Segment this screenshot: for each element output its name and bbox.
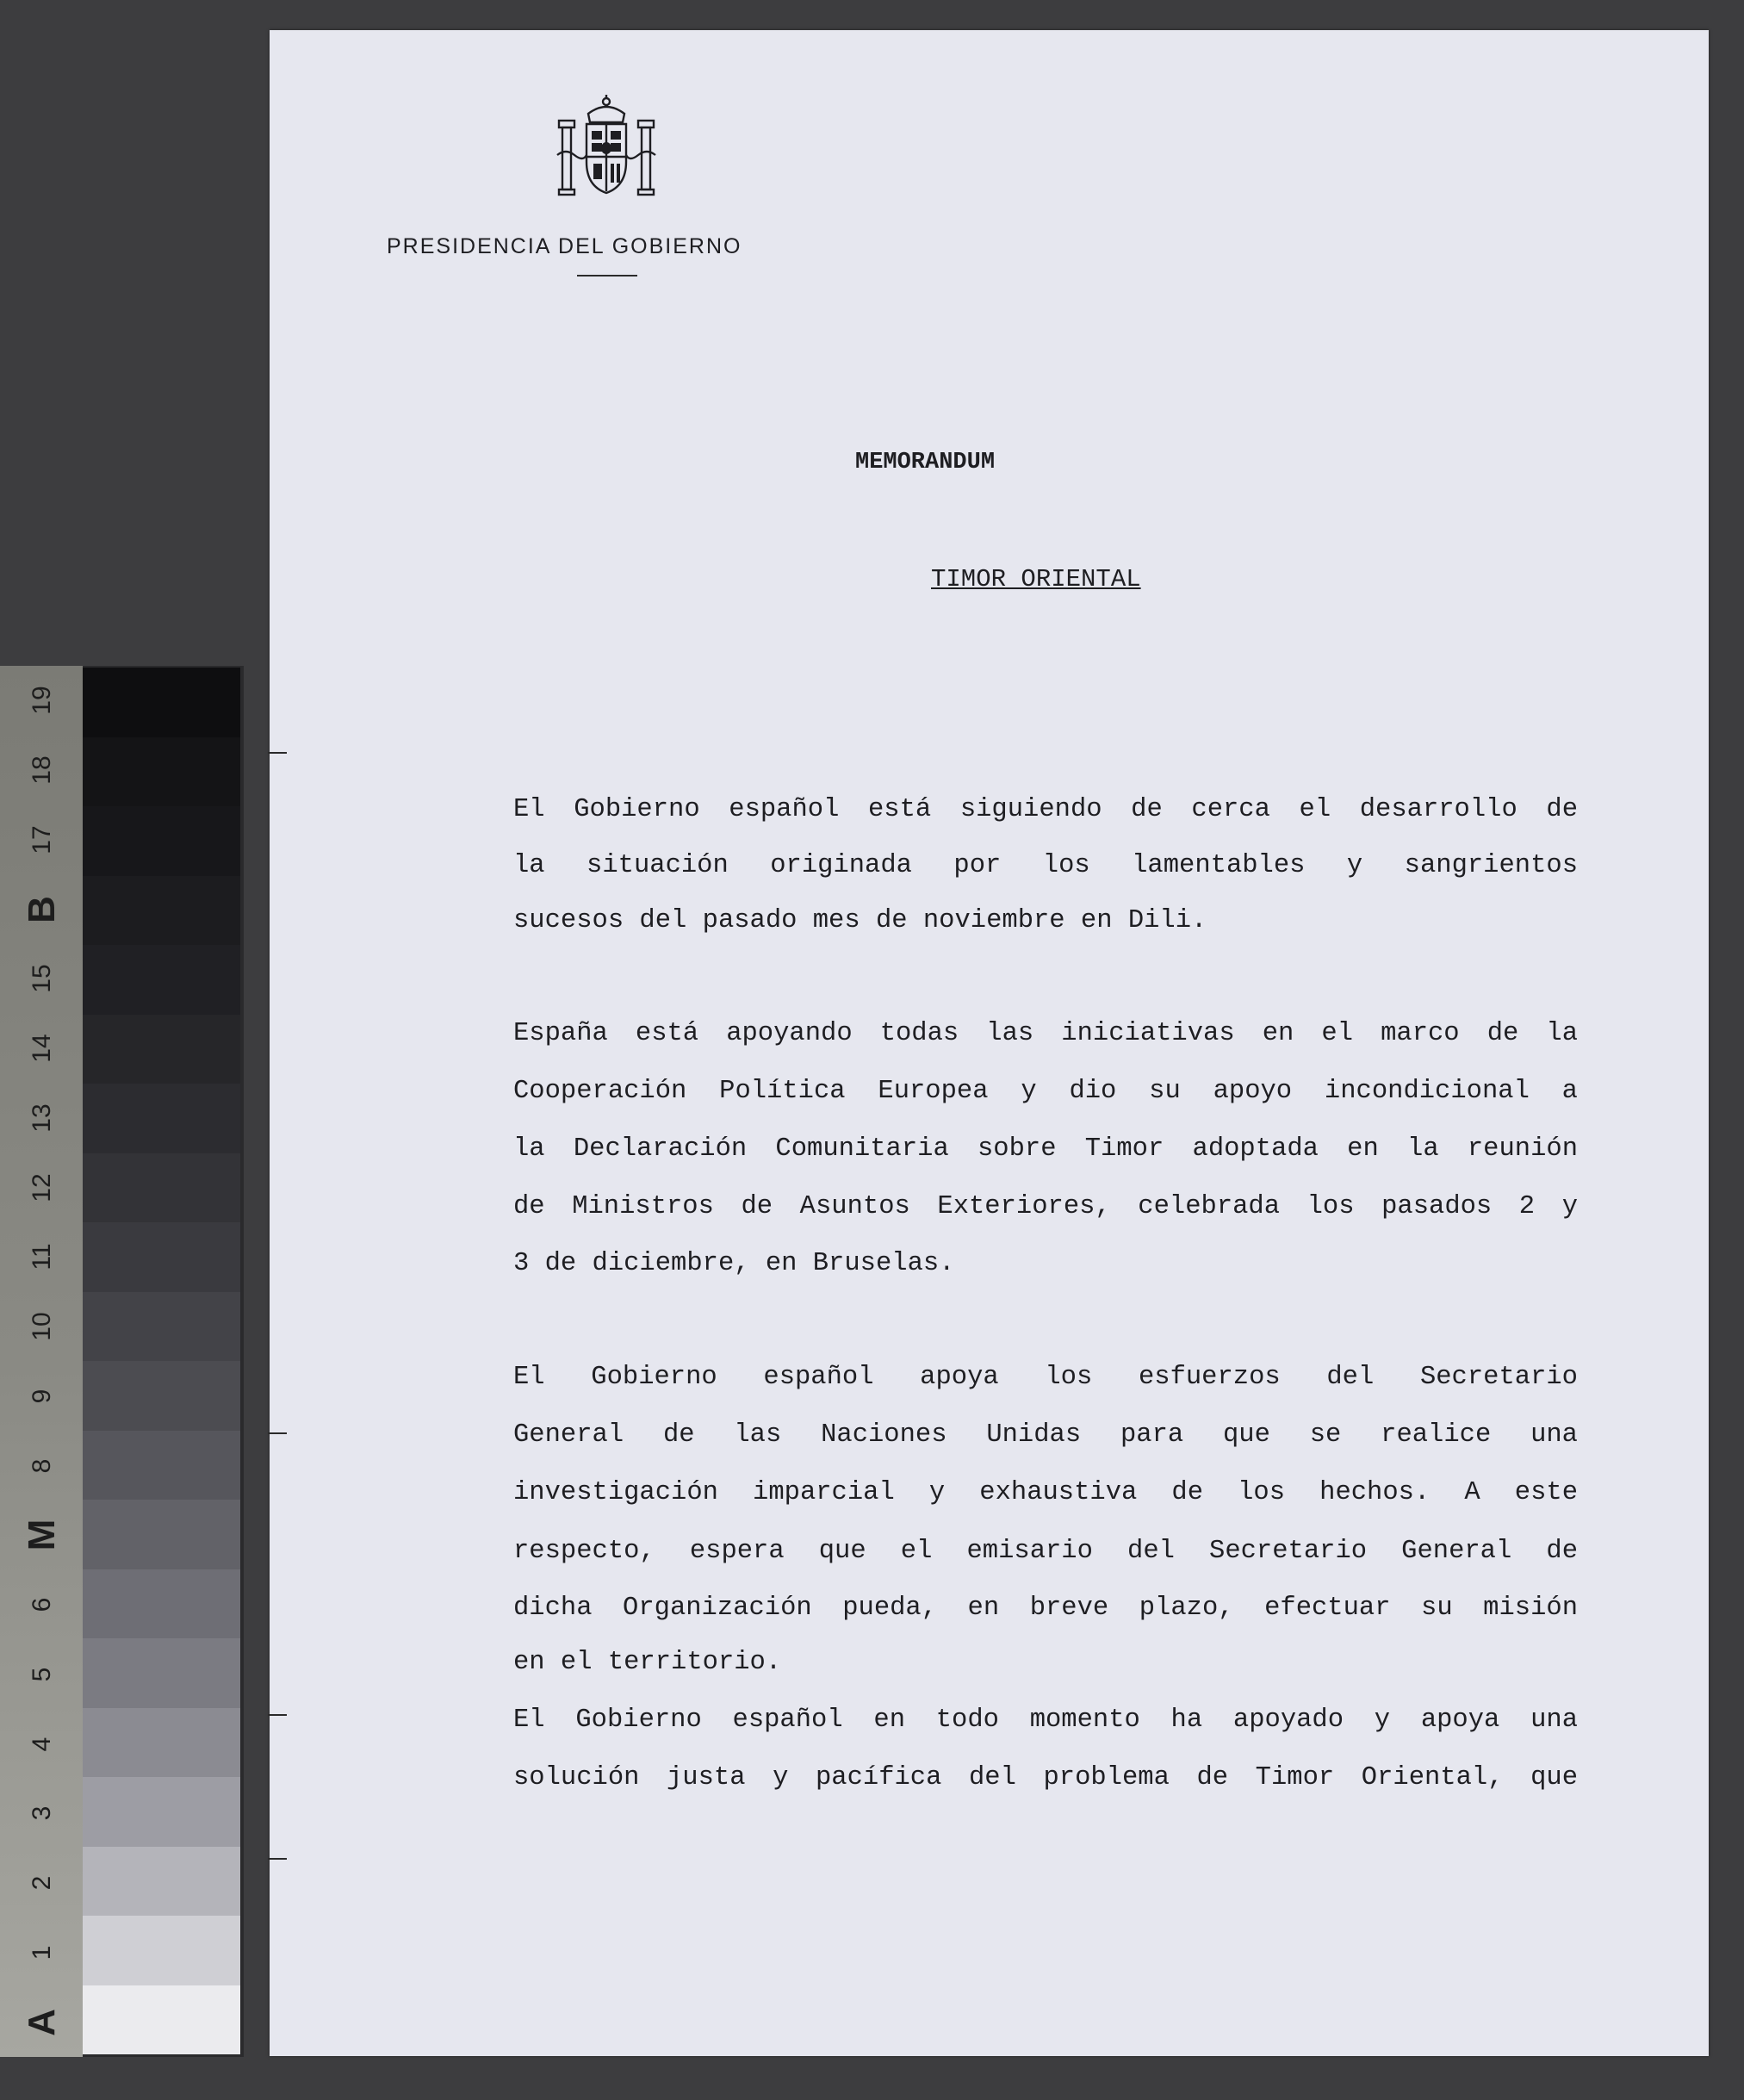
document-type: MEMORANDUM	[855, 450, 996, 475]
ruler-label: 2	[28, 1875, 56, 1891]
color-calibration-strip	[0, 666, 244, 2057]
gray-swatch	[83, 737, 240, 807]
gray-swatch	[83, 1500, 240, 1569]
text-line: 3 de diciembre, en Bruselas.	[513, 1249, 955, 1278]
gray-swatch	[83, 945, 240, 1015]
ruler-label: 13	[28, 1103, 56, 1133]
ruler-label: 3	[28, 1806, 56, 1821]
ruler-label: 11	[28, 1243, 56, 1271]
text-line: El Gobierno español está siguiendo de cerca el desarrollo de	[513, 795, 1578, 824]
text-line: España está apoyando todas las iniciativas en el marco de la	[513, 1019, 1578, 1048]
ruler-label: 4	[28, 1737, 56, 1751]
ruler-label: 15	[28, 964, 56, 994]
ruler-label: 17	[28, 825, 56, 854]
gray-swatch	[83, 1638, 240, 1708]
gray-swatch	[83, 1985, 240, 2055]
gray-swatch	[83, 1916, 240, 1985]
gray-swatch	[83, 1708, 240, 1778]
gray-swatch	[83, 668, 240, 737]
gray-swatch	[83, 1847, 240, 1917]
heading-rule	[577, 275, 637, 276]
ruler-label: 12	[28, 1172, 56, 1202]
text-line: de Ministros de Asuntos Exteriores, celebrada los pasados 2 y	[513, 1192, 1578, 1221]
ruler-label: 5	[28, 1667, 56, 1682]
text-line: sucesos del pasado mes de noviembre en Dili.	[513, 906, 1207, 935]
text-line: respecto, espera que el emisario del Secretario General de	[513, 1537, 1578, 1566]
ruler-label: 14	[28, 1034, 56, 1063]
spanish-coat-of-arms-icon	[555, 95, 657, 198]
text-line: El Gobierno español en todo momento ha apoyado y apoya una	[513, 1705, 1578, 1735]
text-line: en el territorio.	[513, 1648, 782, 1677]
document-page	[270, 30, 1709, 2056]
ruler-label: 8	[28, 1458, 56, 1473]
ruler-label: 19	[28, 686, 56, 716]
gray-swatch	[83, 876, 240, 946]
grayscale-ruler	[0, 666, 83, 2057]
ruler-label: 10	[28, 1312, 56, 1341]
gray-swatch	[83, 1777, 240, 1847]
gray-swatch	[83, 1084, 240, 1153]
margin-tick	[268, 1714, 287, 1716]
ruler-label: B	[21, 895, 63, 923]
gray-swatch	[83, 1015, 240, 1084]
text-line: investigación imparcial y exhaustiva de los hechos. A este	[513, 1478, 1578, 1507]
ruler-label: 9	[28, 1389, 56, 1404]
gray-swatch	[83, 1222, 240, 1292]
gray-swatch	[83, 1361, 240, 1431]
gray-swatch	[83, 1569, 240, 1639]
margin-tick	[268, 752, 287, 754]
ruler-label: 1	[28, 1945, 56, 1960]
gray-swatch	[83, 1431, 240, 1500]
text-line: General de las Naciones Unidas para que se realice una	[513, 1420, 1578, 1450]
ruler-label: A	[21, 2008, 63, 2036]
ruler-label: 6	[28, 1597, 56, 1612]
text-line: El Gobierno español apoya los esfuerzos del Secretario	[513, 1363, 1578, 1392]
office-heading: PRESIDENCIA DEL GOBIERNO	[387, 234, 742, 258]
ruler-label: 18	[28, 755, 56, 785]
margin-tick	[268, 1858, 287, 1860]
grayscale-swatches	[83, 668, 240, 2054]
gray-swatch	[83, 806, 240, 876]
gray-swatch	[83, 1153, 240, 1223]
text-line: dicha Organización pueda, en breve plazo, efectuar su misión	[513, 1594, 1578, 1623]
text-line: Cooperación Política Europea y dio su apoyo incondicional a	[513, 1077, 1578, 1106]
text-line: la situación originada por los lamentables y sangrientos	[513, 851, 1578, 880]
ruler-label: M	[21, 1519, 63, 1551]
margin-tick	[268, 1432, 287, 1434]
document-subject: TIMOR ORIENTAL	[931, 565, 1141, 593]
text-line: la Declaración Comunitaria sobre Timor adoptada en la reunión	[513, 1134, 1578, 1164]
text-line: solución justa y pacífica del problema de Timor Oriental, que	[513, 1763, 1578, 1792]
gray-swatch	[83, 1292, 240, 1362]
